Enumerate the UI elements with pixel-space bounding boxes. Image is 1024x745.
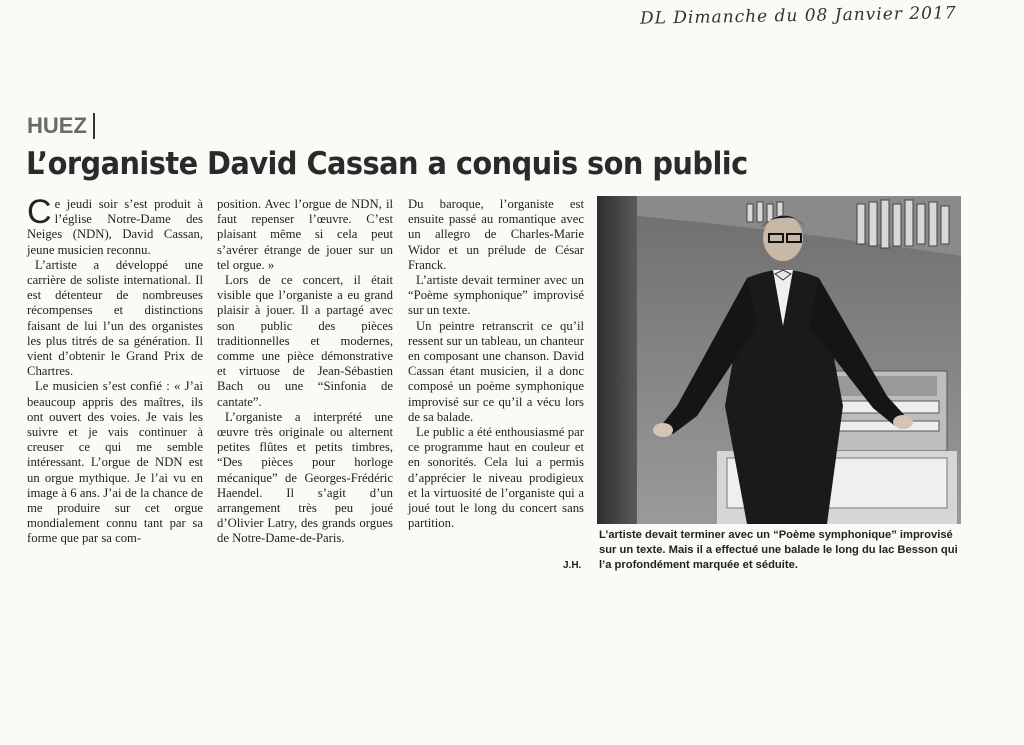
paragraph: Lors de ce concert, il était visible que l’organiste a eu grand plaisir à jouer. Il a partagé avec son public des pièces traditionnelles et modernes, comme une pièce démonstrative et virtuose de Jean-Sébastien Bach ou une “Sinfonia de cantate”. (217, 273, 393, 409)
paragraph: L’artiste devait terminer avec un “Poème symphonique” improvisé sur un texte. (408, 273, 584, 318)
handwritten-date-note: DL Dimanche du 08 Janvier 2017 (639, 3, 957, 29)
article-column-3 (408, 197, 584, 531)
photo-illustration (597, 196, 961, 524)
section-kicker: HUEZ (27, 113, 95, 139)
organist-photo (597, 196, 961, 524)
paragraph: Le public a été enthousiasmé par ce programme haut en couleur et en sonorités. Cela lui a permis d’apprécier le niveau prodigieux et la virtuosité de l’organiste qui a joué tout le long du concert sans partition. (408, 425, 584, 531)
paragraph: Le musicien s’est confié : « J’ai beaucoup appris des maîtres, ils ont ouvert des voies. Je vais les suivre et je vais continuer à creuser ce qui me semble intéressant. L’orgue de NDN est un orgue mythique. Je l’ai vu en image à 6 ans. J’ai de la chance de me produire sur cet orgue mondialement connu tant par sa forme que par sa com- (27, 379, 203, 546)
paragraph: position. Avec l’orgue de NDN, il faut repenser l’œuvre. C’est plaisant même si cela peut s’avérer étrange de jouer sur un tel orgue. » (217, 197, 393, 272)
author-signature: J.H. (563, 560, 582, 571)
paragraph: Du baroque, l’organiste est ensuite passé au romantique avec un allegro de Charles-Marie Widor et un prélude de César Franck. (408, 197, 584, 272)
article-headline: L’organiste David Cassan a conquis son public (26, 146, 748, 182)
article-column-1 (27, 193, 203, 547)
paragraph: e jeudi soir s’est produit à l’église Notre-Dame des Neiges (NDN), David Cassan, jeune musicien reconnu. (27, 197, 203, 257)
drop-cap: C (27, 193, 52, 231)
paragraph: Un peintre retranscrit ce qu’il ressent sur un tableau, un chanteur en composant une chanson. David Cassan étant musicien, il a donc composé un poème symphonique improvisé sur ce qu’il a vécu lors de sa balade. (408, 318, 584, 424)
photo-caption: L’artiste devait terminer avec un “Poème symphonique” improvisé sur un texte. Mais il a effectué une balade le long du lac Besson qui l’a profondément marquée et séduite. (599, 529, 958, 571)
article-column-2 (217, 197, 393, 547)
paragraph: L’artiste a développé une carrière de soliste international. Il est détenteur de nombreuses récompenses et distinctions faisant de lui l’un des organistes les plus titrés de sa génération. Il vient d’obtenir le Grand Prix de Chartres. (27, 257, 203, 379)
paragraph: L’organiste a interprété une œuvre très originale ou alternent petites flûtes et petits timbres, “Des pièces pour horloge mécanique” de Georges-Frédéric Haendel. Il s’agit d’un arrangement très peu joué d’Olivier Latry, des grands orgues de Notre-Dame-de-Paris. (217, 409, 393, 546)
